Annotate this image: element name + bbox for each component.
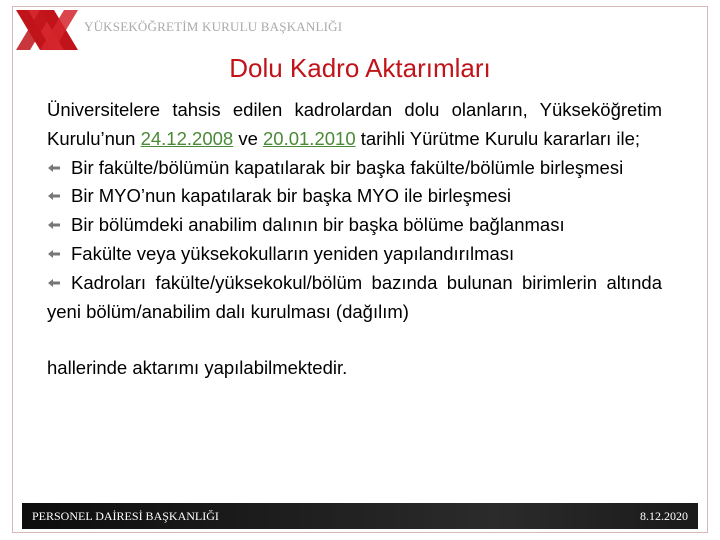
closing-text: hallerinde aktarımı yapılabilmektedir. (47, 357, 348, 379)
footer-bar (22, 503, 698, 529)
slide-title: Dolu Kadro Aktarımları (229, 53, 491, 83)
bullet-item (47, 154, 662, 183)
chevron-bullet-icon (47, 220, 61, 230)
bullet-item (47, 211, 662, 240)
intro-text-3: tarihli Yürütme Kurulu kararları ile; (355, 127, 641, 149)
chevron-bullet-icon (47, 163, 61, 173)
chevron-bullet-icon (47, 278, 61, 288)
bullet-text: Bir fakülte/bölümün kapatılarak bir başka fakülte/bölümle birleşmesi (71, 156, 624, 178)
bullet-text: Bir bölümdeki anabilim dalının bir başka bölüme bağlanması (71, 214, 565, 236)
footer-department: PERSONEL DAİRESİ BAŞKANLIĞI (32, 509, 219, 523)
footer-date: 8.12.2020 (640, 509, 688, 523)
organization-name: YÜKSEKÖĞRETİM KURULU BAŞKANLIĞI (84, 19, 343, 34)
intro-paragraph (47, 96, 662, 154)
chevron-bullet-icon (47, 191, 61, 201)
bullet-text: Bir MYO’nun kapatılarak bir başka MYO ile birleşmesi (71, 185, 512, 207)
intro-text-2: ve (233, 127, 264, 149)
yok-logo-icon (16, 10, 78, 50)
bullet-text: Fakülte veya yüksekokulların yeniden yapılandırılması (71, 242, 515, 264)
date-link-1[interactable]: 24.12.2008 (140, 127, 234, 149)
bullet-item (47, 269, 662, 327)
bullet-item (47, 182, 662, 211)
intro-text-1: Üniversitelere tahsis edilen kadrolardan dolu olanların, Yükseköğretim Kurulu’nun (47, 99, 662, 149)
date-link-2[interactable]: 20.01.2010 (263, 127, 356, 149)
bullet-text: Kadroları fakülte/yüksekokul/bölüm bazında bulunan birimlerin altında yeni bölüm/anabilim dalı kurulması (dağılım) (47, 271, 662, 322)
bullet-item (47, 240, 662, 269)
slide-content (47, 96, 662, 383)
chevron-bullet-icon (47, 249, 61, 259)
